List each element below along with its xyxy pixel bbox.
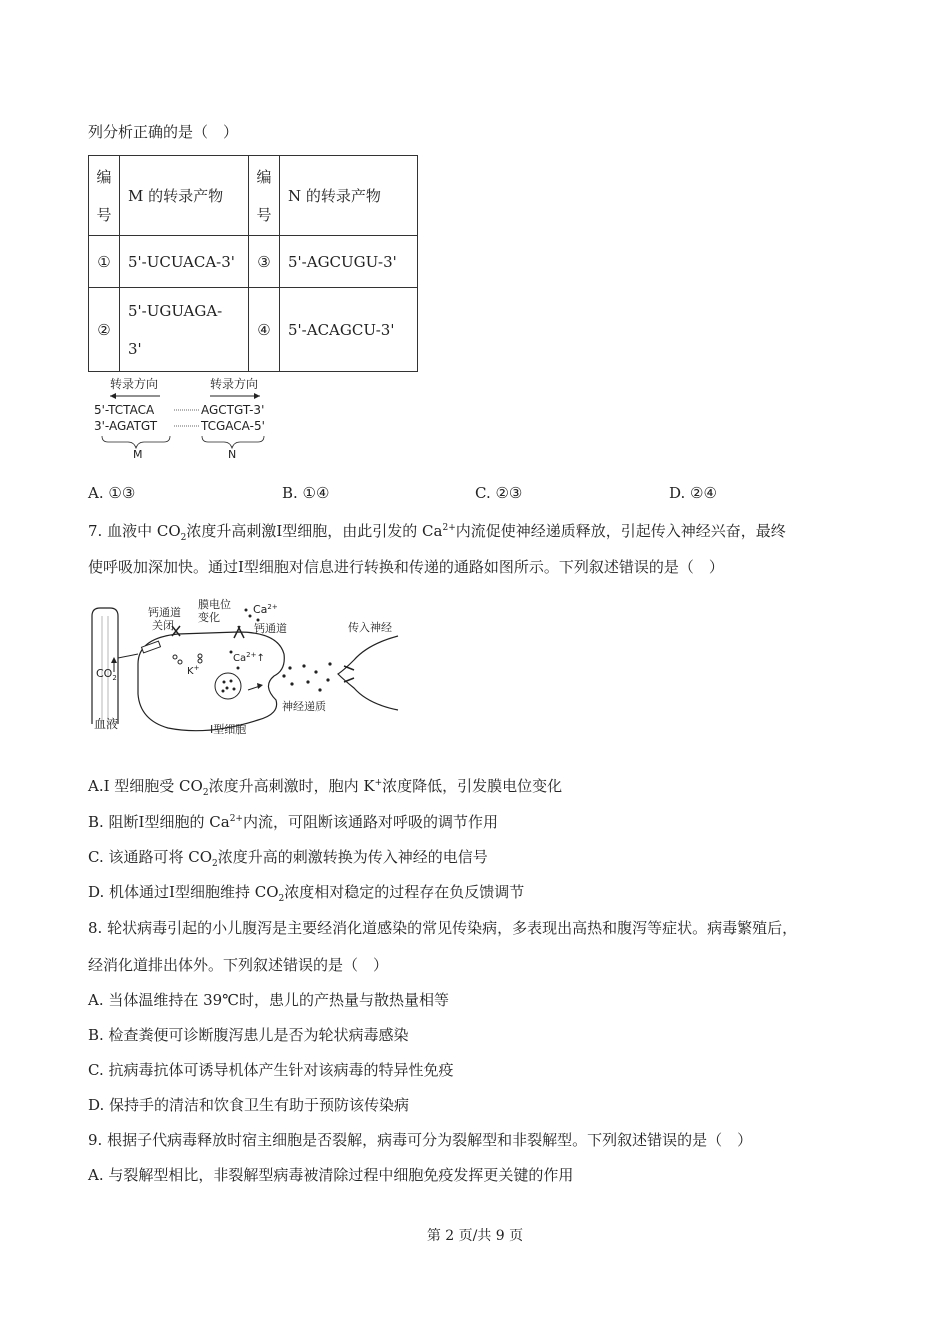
svg-text:钙通道: 钙通道 — [254, 622, 287, 635]
q7-option-c[interactable]: C. 该通路可将 $CO_2$浓度升高的刺激转换为传入神经的电信号 — [88, 848, 488, 869]
q8-stem-line2: 经消化道排出体外。下列叙述错误的是（ ） — [88, 956, 389, 974]
q7-stem-line2: 使呼吸加深加快。通过Ⅰ型细胞对信息进行转换和传递的通路如图所示。下列叙述错误的是（ ） — [88, 558, 724, 576]
transcription-direction-left: 转录方向 — [110, 377, 159, 391]
k-label: K+ — [187, 664, 200, 677]
q9-option-a[interactable]: A. 与裂解型相比，非裂解型病毒被清除过程中细胞免疫发挥更关键的作用 — [88, 1166, 574, 1184]
q8-option-d[interactable]: D. 保持手的清洁和饮食卫生有助于预防该传染病 — [88, 1096, 410, 1114]
up-arrow-icon — [111, 657, 117, 663]
ca-in-label: $Ca^{2+}↑$ — [233, 651, 265, 664]
row-id: ④ — [249, 288, 280, 372]
brace-n — [202, 436, 264, 448]
page-footer: 第 2 页/共 9 页 — [426, 1228, 524, 1244]
q8-option-a[interactable]: A. 当体温维持在 39℃时，患儿的产热量与散热量相等 — [88, 991, 450, 1009]
q8-stem-line1: 8. 轮状病毒引起的小儿腹泻是主要经消化道感染的常见传染病，多表现出高热和腹泻等症状。病毒繁殖后， — [88, 919, 798, 937]
q7-stem-line1: 7. 血液中 $CO_2$浓度升高刺激Ⅰ型细胞，由此引发的 $Ca^{2+}$内流促使神经递质释放，引起传入神经兴奋，最终 — [88, 522, 786, 543]
table-row — [89, 288, 418, 372]
blood-label: 血液 — [94, 717, 119, 731]
row-id: ① — [89, 236, 120, 288]
q6-table — [88, 155, 418, 372]
strand-top-right: AGCTGT-3' — [201, 403, 265, 417]
vesicle — [215, 673, 241, 699]
afferent-nerve — [338, 636, 398, 710]
svg-text:变化: 变化 — [198, 611, 220, 624]
brace-m — [102, 436, 170, 448]
q9-stem: 9. 根据子代病毒释放时宿主细胞是否裂解，病毒可分为裂解型和非裂解型。下列叙述错误的是（ ） — [88, 1131, 753, 1149]
afferent-label: 传入神经 — [348, 621, 392, 634]
q6-option-c[interactable]: C. ②③ — [475, 484, 523, 502]
gene-m-label: M — [133, 448, 143, 461]
table-row — [89, 236, 418, 288]
q7-option-d[interactable]: D. 机体通过Ⅰ型细胞维持 $CO_2$浓度相对稳定的过程存在负反馈调节 — [88, 883, 525, 904]
q6-stem-tail: 列分析正确的是（ ） — [88, 123, 239, 141]
cell-m: 5'-UCUACA-3' — [120, 236, 249, 288]
gene-diagram — [88, 372, 298, 462]
co2-label: $CO_2$ — [96, 667, 117, 682]
cell-m: 5'-UGUAGA- 3' — [120, 288, 249, 372]
table-header-number-2: 编 号 — [249, 156, 280, 236]
strand-bottom-left: 3'-AGATGT — [94, 419, 158, 433]
q8-option-b[interactable]: B. 检查粪便可诊断腹泻患儿是否为轮状病毒感染 — [88, 1026, 409, 1044]
q7-option-b[interactable]: B. 阻断Ⅰ型细胞的 $Ca^{2+}$内流，可阻断该通路对呼吸的调节作用 — [88, 813, 498, 831]
svg-text:膜电位: 膜电位 — [198, 598, 231, 611]
strand-top-left: 5'-TCTACA — [94, 403, 155, 417]
transcription-direction-right: 转录方向 — [210, 377, 259, 391]
cell-n: 5'-AGCUGU-3' — [280, 236, 418, 288]
row-id: ② — [89, 288, 120, 372]
q6-option-a[interactable]: A. ①③ — [88, 484, 136, 502]
ca-top-label: $Ca^{2+}$ — [253, 603, 278, 616]
q8-option-c[interactable]: C. 抗病毒抗体可诱导机体产生针对该病毒的特异性免疫 — [88, 1061, 454, 1079]
cell-n: 5'-ACAGCU-3' — [280, 288, 418, 372]
q6-option-b[interactable]: B. ①④ — [282, 484, 330, 502]
gene-n-label: N — [228, 448, 237, 461]
svg-text:关闭: 关闭 — [152, 619, 174, 632]
q7-option-a[interactable]: A.Ⅰ 型细胞受 $CO_2$浓度升高刺激时，胞内 K+浓度降低，引发膜电位变化 — [88, 777, 563, 798]
type1-cell-figure — [88, 596, 408, 742]
strand-bottom-right: TCGACA-5' — [201, 419, 265, 433]
transmitter-label: 神经递质 — [282, 700, 326, 713]
q6-option-d[interactable]: D. ②④ — [669, 484, 717, 502]
svg-text:钙通道: 钙通道 — [148, 606, 181, 619]
table-header-number: 编 号 — [89, 156, 120, 236]
table-header-n: N 的转录产物 — [280, 156, 418, 236]
cell-label: Ⅰ型细胞 — [210, 723, 247, 736]
row-id: ③ — [249, 236, 280, 288]
table-header-m: M 的转录产物 — [120, 156, 249, 236]
